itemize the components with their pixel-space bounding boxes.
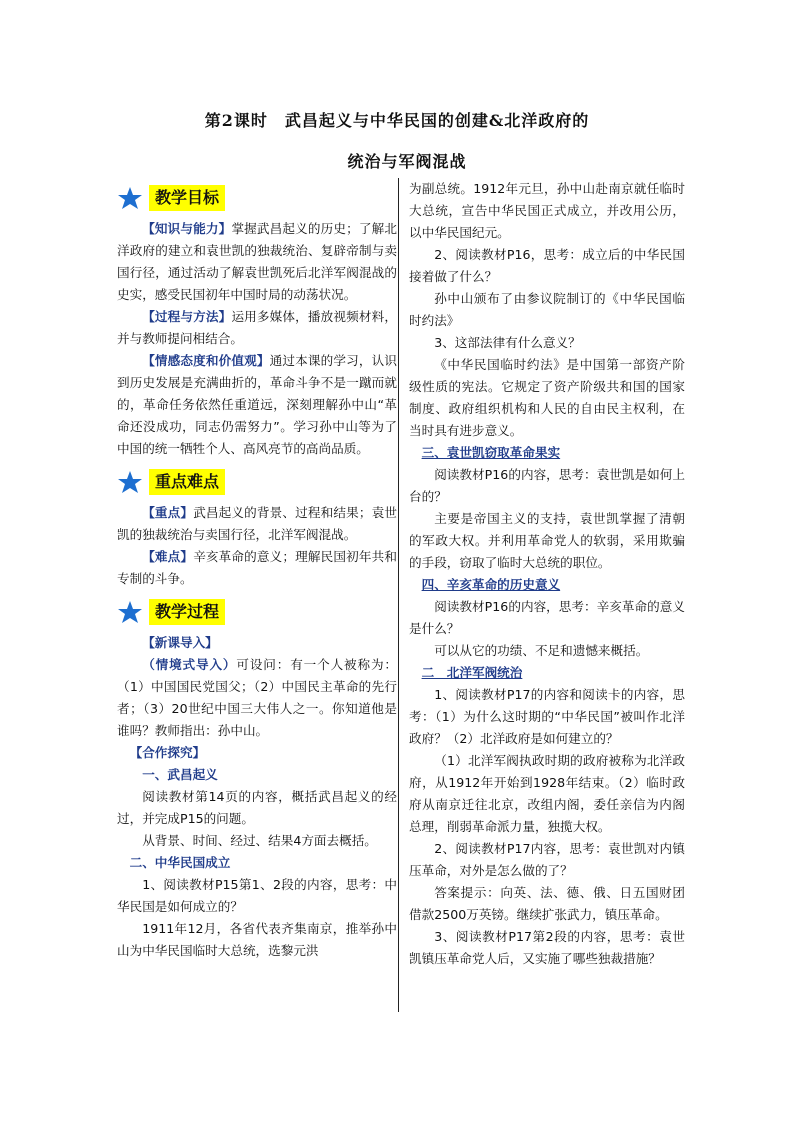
paragraph	[117, 350, 397, 460]
star-icon	[117, 185, 143, 211]
tag-label: 【过程与方法】	[142, 309, 232, 324]
heading-roc-founding: 二、中华民国成立	[129, 855, 231, 870]
paragraph: 从背景、时间、经过、结果4方面去概括。	[142, 833, 377, 848]
paragraph: 答案提示：向英、法、德、俄、日五国财团借款2500万英镑。继续扩张武力，镇压革命。	[409, 885, 685, 922]
tag-label: （情境式导入）	[142, 657, 237, 672]
section-key-points	[117, 468, 397, 496]
tag-label: 【合作探究】	[129, 745, 206, 760]
left-column	[117, 178, 397, 962]
heading-xinhai-significance: 四、辛亥革命的历史意义	[421, 577, 561, 592]
tag-label: 【难点】	[142, 549, 194, 564]
paragraph: （1）北洋军阀执政时期的政府被称为北洋政府，从1912年开始到1928年结束。（2）临时政府从南京迁往北京，改组内阁，委任亲信为内阁总理，削弱革命派力量，独揽大权。	[409, 753, 685, 834]
section-label: 重点难点	[149, 469, 225, 495]
paragraph: 1、阅读教材P17的内容和阅读卡的内容，思考：（1）为什么这时期的“中华民国”被叫作北洋政府？（2）北洋政府是如何建立的？	[409, 687, 685, 746]
right-column	[409, 178, 685, 970]
paragraph: 可以从它的功绩、不足和遗憾来概括。	[434, 643, 649, 658]
paragraph: 1911年12月，各省代表齐集南京，推举孙中山为中华民国临时大总统，选黎元洪	[117, 921, 397, 958]
title-line-2: 统治与军阀混战	[347, 152, 467, 171]
paragraph	[117, 546, 397, 590]
paragraph: 1、阅读教材P15第1、2段的内容，思考：中华民国是如何成立的？	[117, 877, 397, 914]
tag-label: 【新课导入】	[142, 635, 218, 650]
paragraph-text: 运用多媒体，播放视频材料，并与教师提问相结合。	[117, 309, 398, 346]
heading-wuchang: 一、武昌起义	[142, 767, 218, 782]
paragraph	[117, 742, 397, 764]
paragraph	[117, 502, 397, 546]
paragraph: 孙中山颁布了由参议院制订的《中华民国临时约法》	[409, 291, 685, 328]
paragraph: 为副总统。1912年元旦，孙中山赴南京就任临时大总统，宣告中华民国正式成立，并改用公历，以中华民国纪元。	[409, 181, 685, 240]
paragraph: 阅读教材P16的内容，思考：辛亥革命的意义是什么？	[409, 599, 685, 636]
paragraph: 阅读教材P16的内容，思考：袁世凯是如何上台的？	[409, 467, 685, 504]
paragraph-text: 掌握武昌起义的历史；了解北洋政府的建立和袁世凯的独裁统治、复辟帝制与卖国行径，通过活动了解袁世凯死后北洋军阀混战的史实，感受民国初年中国时局的动荡状况。	[117, 221, 398, 302]
paragraph: 阅读教材第14页的内容，概括武昌起义的经过，并完成P15的问题。	[117, 789, 397, 826]
tag-label: 【知识与能力】	[142, 221, 232, 236]
paragraph-text: 辛亥革命的意义；理解民国初年共和专制的斗争。	[117, 549, 398, 586]
paragraph-text: 通过本课的学习，认识到历史发展是充满曲折的，革命斗争不是一蹴而就的，革命任务依然任重道远，深刻理解孙中山“革命还没成功，同志仍需努力”。学习孙中山等为了中国的统一牺牲个人、高风亮节的高尚品质。	[117, 353, 398, 456]
section-teaching-goals	[117, 184, 397, 212]
heading-beiyang-rule: 二 北洋军阀统治	[421, 665, 523, 680]
paragraph	[117, 218, 397, 306]
star-icon	[117, 599, 143, 625]
paragraph	[117, 306, 397, 350]
section-label: 教学过程	[149, 599, 225, 625]
section-teaching-process	[117, 598, 397, 626]
heading-yuan-seizes: 三、袁世凯窃取革命果实	[421, 445, 561, 460]
star-icon	[117, 469, 143, 495]
paragraph-text: 武昌起义的背景、过程和结果；袁世凯的独裁统治与卖国行径，北洋军阀混战。	[117, 505, 398, 542]
paragraph: 3、阅读教材P17第2段的内容，思考：袁世凯镇压革命党人后，又实施了哪些独裁措施？	[409, 929, 685, 966]
paragraph	[117, 632, 397, 654]
paragraph: 主要是帝国主义的支持，袁世凯掌握了清朝的军政大权。并利用革命党人的软弱，采用欺骗的手段，窃取了临时大总统的职位。	[409, 511, 685, 570]
title-line-1: 第2课时 武昌起义与中华民国的创建&北洋政府的	[204, 111, 590, 130]
tag-label: 【情感态度和价值观】	[142, 353, 270, 368]
paragraph-text: 可设问：有一个人被称为：（1）中国国民党国父；（2）中国民主革命的先行者；（3）20世纪中国三大伟人之一。你知道他是谁吗？教师指出：孙中山。	[117, 657, 398, 738]
tag-label: 【重点】	[142, 505, 194, 520]
paragraph: 2、阅读教材P16，思考：成立后的中华民国接着做了什么？	[409, 247, 685, 284]
paragraph: 《中华民国临时约法》是中国第一部资产阶级性质的宪法。它规定了资产阶级共和国的国家制度、政府组织机构和人民的自由民主权利，在当时具有进步意义。	[409, 357, 685, 438]
paragraph	[117, 654, 397, 742]
paragraph: 2、阅读教材P17内容，思考：袁世凯对内镇压革命，对外是怎么做的了？	[409, 841, 685, 878]
section-label: 教学目标	[149, 185, 225, 211]
paragraph: 3、这部法律有什么意义？	[434, 335, 581, 350]
column-divider	[398, 178, 399, 1012]
